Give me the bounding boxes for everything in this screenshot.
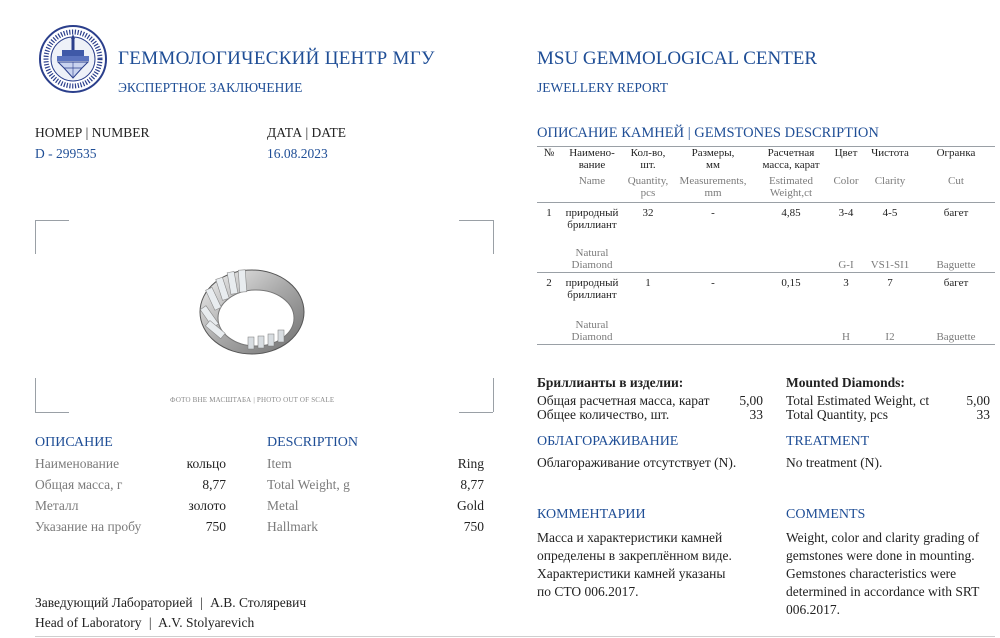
- gemstones-row-cell: 1: [645, 277, 651, 289]
- signature-role-ru: Заведующий Лабораторией: [35, 595, 193, 610]
- description-ru-key: Наименование: [35, 456, 120, 471]
- report-title-en: JEWELLERY REPORT: [537, 80, 669, 95]
- signature-role-en: Head of Laboratory: [35, 615, 142, 630]
- gemstones-title: ОПИСАНИЕ КАМНЕЙ | GEMSTONES DESCRIPTION: [537, 125, 879, 141]
- gemstones-header-en-cell: Measurements, mm: [679, 175, 747, 199]
- date-value: 16.08.2023: [267, 146, 328, 161]
- gemstones-header-ru-cell: Размеры, мм: [691, 147, 735, 171]
- gemstones-header-ru-cell: Наимено- вание: [569, 147, 615, 171]
- mounted-ru-title: Бриллианты в изделии:: [537, 375, 684, 390]
- gemstones-row-cell: -: [711, 207, 715, 219]
- comments-ru-line: Характеристики камней указаны: [537, 566, 726, 581]
- date-label: ДАТА | DATE: [267, 125, 347, 140]
- signature-en: Head of Laboratory | A.V. Stolyarevich: [35, 615, 255, 630]
- gemstones-row-cell: багет: [943, 207, 969, 219]
- gemstones-row-cell: 32: [642, 207, 654, 219]
- description-en-value: Gold: [457, 498, 484, 513]
- gemstones-row-en-cell: [673, 237, 753, 273]
- signature-name-ru: А.В. Столяревич: [210, 595, 307, 610]
- description-ru-value: кольцо: [186, 456, 226, 471]
- description-en-title: DESCRIPTION: [267, 435, 359, 450]
- description-ru-key: Указание на пробу: [35, 519, 142, 534]
- comments-en-line: determined in accordance with SRT: [786, 584, 980, 599]
- gemstones-header-ru-cell: Чистота: [871, 147, 909, 159]
- treatment-en-text: No treatment (N).: [786, 455, 883, 470]
- gemstones-row: [537, 203, 995, 237]
- mounted-en-title: Mounted Diamonds:: [786, 375, 905, 390]
- gemstones-row-en-cell: [753, 237, 829, 273]
- gemstones-row-en-cell: VS1-SI1: [870, 259, 910, 271]
- description-ru-key: Общая масса, г: [35, 477, 123, 492]
- report-title-ru: ЭКСПЕРТНОЕ ЗАКЛЮЧЕНИЕ: [118, 80, 303, 95]
- gemstones-header-en-cell: Color: [833, 175, 859, 187]
- description-ru-value: золото: [188, 498, 226, 513]
- mounted-en-qty-value: 33: [976, 407, 990, 422]
- description-ru-value: 8,77: [202, 477, 226, 492]
- gemstones-header-en-cell: [537, 175, 561, 203]
- gemstones-row-en: [537, 309, 995, 345]
- msu-emblem-icon: [38, 24, 108, 94]
- gemstones-header-ru-cell: №: [543, 147, 555, 159]
- gemstones-header-ru-cell: Огранка: [936, 147, 976, 159]
- gemstones-row-cell: багет: [943, 277, 969, 289]
- comments-ru-title: КОММЕНТАРИИ: [537, 507, 646, 522]
- gemstones-header-en-cell: Cut: [948, 175, 964, 187]
- gemstones-row-cell: природный бриллиант: [565, 277, 619, 301]
- mounted-ru-qty-label: Общее количество, шт.: [537, 407, 670, 422]
- description-ru-value: 750: [205, 519, 226, 534]
- gemstones-row-en-cell: [537, 237, 561, 273]
- gemstones-row-cell: 0,15: [781, 277, 801, 289]
- treatment-ru-text: Облагораживание отсутствует (N).: [537, 455, 737, 470]
- gemstones-row-en-cell: [623, 309, 673, 345]
- org-title-en: MSU GEMMOLOGICAL CENTER: [537, 48, 818, 69]
- description-en-key: Total Weight, g: [267, 477, 350, 492]
- gemstones-header-ru-cell: Расчетная масса, карат: [762, 147, 820, 171]
- org-title-ru: ГЕММОЛОГИЧЕСКИЙ ЦЕНТР МГУ: [118, 48, 435, 69]
- description-en-value: Ring: [457, 456, 484, 471]
- comments-en-title: COMMENTS: [786, 507, 866, 522]
- gemstones-header-en-cell: Estimated Weight,ct: [769, 175, 813, 199]
- gemstones-header-en-cell: Name: [578, 175, 606, 187]
- gemstones-header-en: [537, 175, 995, 203]
- mounted-ru-qty-value: 33: [749, 407, 763, 422]
- ring-photo: [192, 262, 312, 362]
- description-ru-key: Металл: [35, 498, 79, 513]
- mounted-ru-weight-value: 5,00: [739, 393, 763, 408]
- gemstones-row-en-cell: Baguette: [936, 331, 976, 343]
- comments-en-text: [786, 529, 979, 619]
- gemstones-table: [537, 147, 995, 345]
- gemstones-header-en-cell: Quantity, pcs: [627, 175, 669, 199]
- comments-en-line: Gemstones characteristics were: [786, 566, 957, 581]
- gemstones-row-en-cell: H: [842, 331, 850, 343]
- gemstones-row-cell: -: [711, 277, 715, 289]
- gemstones-row-en-cell: Natural Diamond: [571, 247, 613, 271]
- gemstones-row-en-cell: Natural Diamond: [571, 319, 613, 343]
- mounted-en-weight-value: 5,00: [966, 393, 990, 408]
- gemstones-row-cell: 3: [843, 277, 849, 289]
- comments-en-line: Weight, color and clarity grading of: [786, 530, 980, 545]
- gemstones-row-en-cell: G-I: [838, 259, 854, 271]
- photo-caption: ФОТО ВНЕ МАСШТАБА | PHOTO OUT OF SCALE: [170, 396, 335, 404]
- bottom-divider: [35, 636, 995, 637]
- description-en-key: Item: [267, 456, 292, 471]
- gemstones-row-cell: природный бриллиант: [565, 207, 619, 231]
- comments-en-line: gemstones were done in mounting.: [786, 548, 975, 563]
- gemstones-row-en-cell: [673, 309, 753, 345]
- gemstones-row-en-cell: I2: [885, 331, 895, 343]
- number-label: НОМЕР | NUMBER: [35, 125, 150, 140]
- gemstones-row-en-cell: [537, 309, 561, 345]
- gemstones-row-cell: 4-5: [882, 207, 898, 219]
- description-en-key: Hallmark: [267, 519, 318, 534]
- gemstones-header-en-cell: Clarity: [874, 175, 906, 187]
- gemstones-row-cell: 7: [887, 277, 893, 289]
- comments-ru-line: по СТО 006.2017.: [537, 584, 639, 599]
- description-ru-title: ОПИСАНИЕ: [35, 435, 113, 450]
- gemstones-row: [537, 273, 995, 309]
- gemstones-header-ru-cell: Цвет: [834, 147, 858, 159]
- description-en-key: Metal: [267, 498, 299, 513]
- gemstones-header-ru: [537, 147, 995, 175]
- gemstones-row-cell: 3-4: [838, 207, 854, 219]
- gemstones-row-cell: 2: [546, 277, 552, 289]
- gemstones-row-en-cell: [753, 309, 829, 345]
- comments-ru-line: определены в закреплённом виде.: [537, 548, 732, 563]
- signature-name-en: A.V. Stolyarevich: [158, 615, 255, 630]
- gemstones-row-en: [537, 237, 995, 273]
- gemstones-row-en-cell: Baguette: [936, 259, 976, 271]
- treatment-ru-title: ОБЛАГОРАЖИВАНИЕ: [537, 434, 679, 449]
- gemstones-row-cell: 4,85: [781, 207, 801, 219]
- mounted-en-weight-label: Total Estimated Weight, ct: [786, 393, 930, 408]
- number-value: D - 299535: [35, 146, 97, 161]
- treatment-en-title: TREATMENT: [786, 434, 870, 449]
- mounted-en-qty-label: Total Quantity, pcs: [786, 407, 889, 422]
- gemstones-row-en-cell: [623, 237, 673, 273]
- gemstones-header-ru-cell: Кол-во, шт.: [630, 147, 666, 171]
- description-en-value: 750: [463, 519, 484, 534]
- description-en-value: 8,77: [460, 477, 484, 492]
- mounted-ru-weight-label: Общая расчетная масса, карат: [537, 393, 710, 408]
- comments-ru-line: Масса и характеристики камней: [537, 530, 723, 545]
- signature-ru: Заведующий Лабораторией | А.В. Столяревич: [35, 595, 307, 610]
- gemstones-row-cell: 1: [546, 207, 552, 219]
- comments-ru-text: [537, 529, 732, 601]
- comments-en-line: 006.2017.: [786, 602, 840, 617]
